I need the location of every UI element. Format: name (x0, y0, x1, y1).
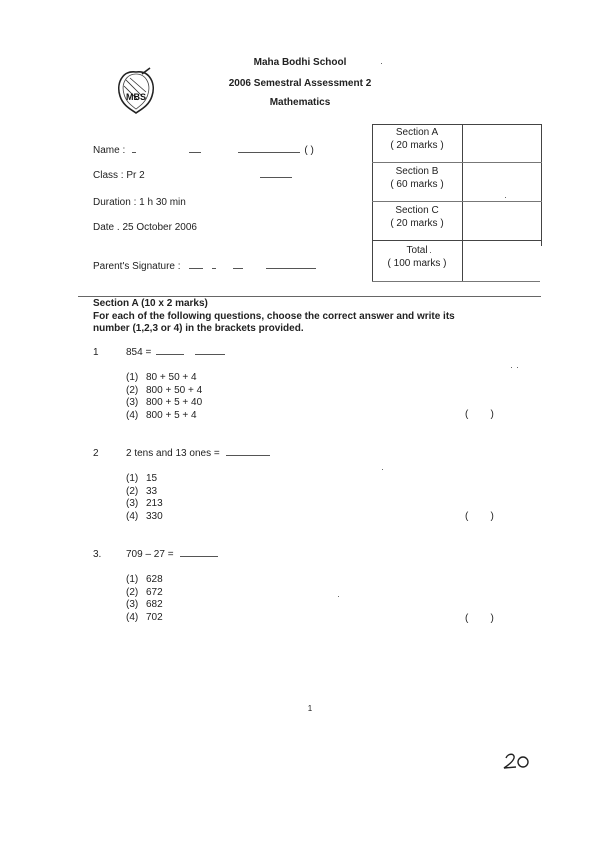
marks-row-total: ( 100 marks ) (387, 258, 447, 269)
option: (1) 15 (126, 473, 158, 484)
name-label: Name : (93, 145, 126, 156)
bodhi-leaf-logo-icon (112, 66, 160, 116)
option: (4) 702 (126, 611, 163, 623)
assessment-title: 2006 Semestral Assessment 2 (228, 78, 372, 89)
marks-row-label: Total (406, 245, 428, 256)
section-instruction-line2: number (1,2,3 or 4) in the brackets provided. (93, 323, 304, 334)
subject-title: Mathematics (269, 97, 331, 108)
option: (2) 800 + 50 + 4 (126, 384, 203, 396)
class-label: Class : Pr 2 (93, 170, 145, 181)
question-text: 709 – 27 = (126, 549, 174, 560)
question-number: 2 (93, 448, 99, 459)
question-3-text (126, 549, 218, 560)
option: (3) 213 (126, 498, 163, 510)
marks-row-total: ( 60 marks ) (390, 179, 444, 190)
marks-row-label: Section A (395, 127, 439, 138)
option: (4) 330 (126, 510, 163, 522)
page-number: 1 (307, 704, 313, 713)
option: (2) 33 (126, 485, 158, 497)
class-field (93, 170, 292, 181)
marks-row-total: ( 20 marks ) (390, 140, 444, 151)
handwritten-mark (500, 750, 540, 777)
marks-row-label: Section C (395, 205, 439, 216)
date-label: Date . 25 October 2006 (93, 222, 197, 233)
school-name: Maha Bodhi School (253, 57, 347, 68)
answer-brackets: ( ) (465, 409, 494, 420)
question-1-options (126, 372, 202, 422)
option: (1) 628 (126, 574, 163, 585)
answer-brackets: ( ) (465, 613, 494, 624)
section-title: Section A (10 x 2 marks) (93, 298, 208, 309)
option: (3) 682 (126, 599, 163, 611)
answer-brackets: ( ) (465, 511, 494, 522)
marks-row-total: ( 20 marks ) (390, 218, 444, 229)
marks-row-total (372, 244, 462, 270)
question-3-options (126, 574, 163, 624)
question-2-text (126, 448, 270, 459)
marks-row-section-a (372, 126, 462, 152)
question-1-text (126, 347, 225, 358)
question-number: 3. (93, 549, 102, 560)
question-2-options (126, 473, 163, 523)
question-text: 2 tens and 13 ones = (126, 448, 220, 459)
duration-label: Duration : 1 h 30 min (93, 197, 186, 208)
section-divider (78, 296, 541, 297)
marks-table (372, 124, 542, 282)
signature-field (93, 261, 316, 272)
option: (3) 800 + 5 + 40 (126, 397, 203, 409)
marks-row-section-c (372, 204, 462, 230)
option: (4) 800 + 5 + 4 (126, 409, 197, 421)
question-text: 854 = (126, 347, 152, 358)
name-brackets: ( ) (304, 145, 314, 156)
signature-label: Parent's Signature : (93, 261, 181, 272)
option: (2) 672 (126, 586, 163, 598)
option: (1) 80 + 50 + 4 (126, 372, 197, 383)
marks-row-label: Section B (395, 166, 439, 177)
logo-lettering: MBS (126, 92, 146, 102)
section-instruction-line1: For each of the following questions, choose the correct answer and write its (93, 311, 455, 322)
name-field (93, 145, 314, 156)
marks-row-section-b (372, 165, 462, 191)
question-number: 1 (93, 347, 99, 358)
